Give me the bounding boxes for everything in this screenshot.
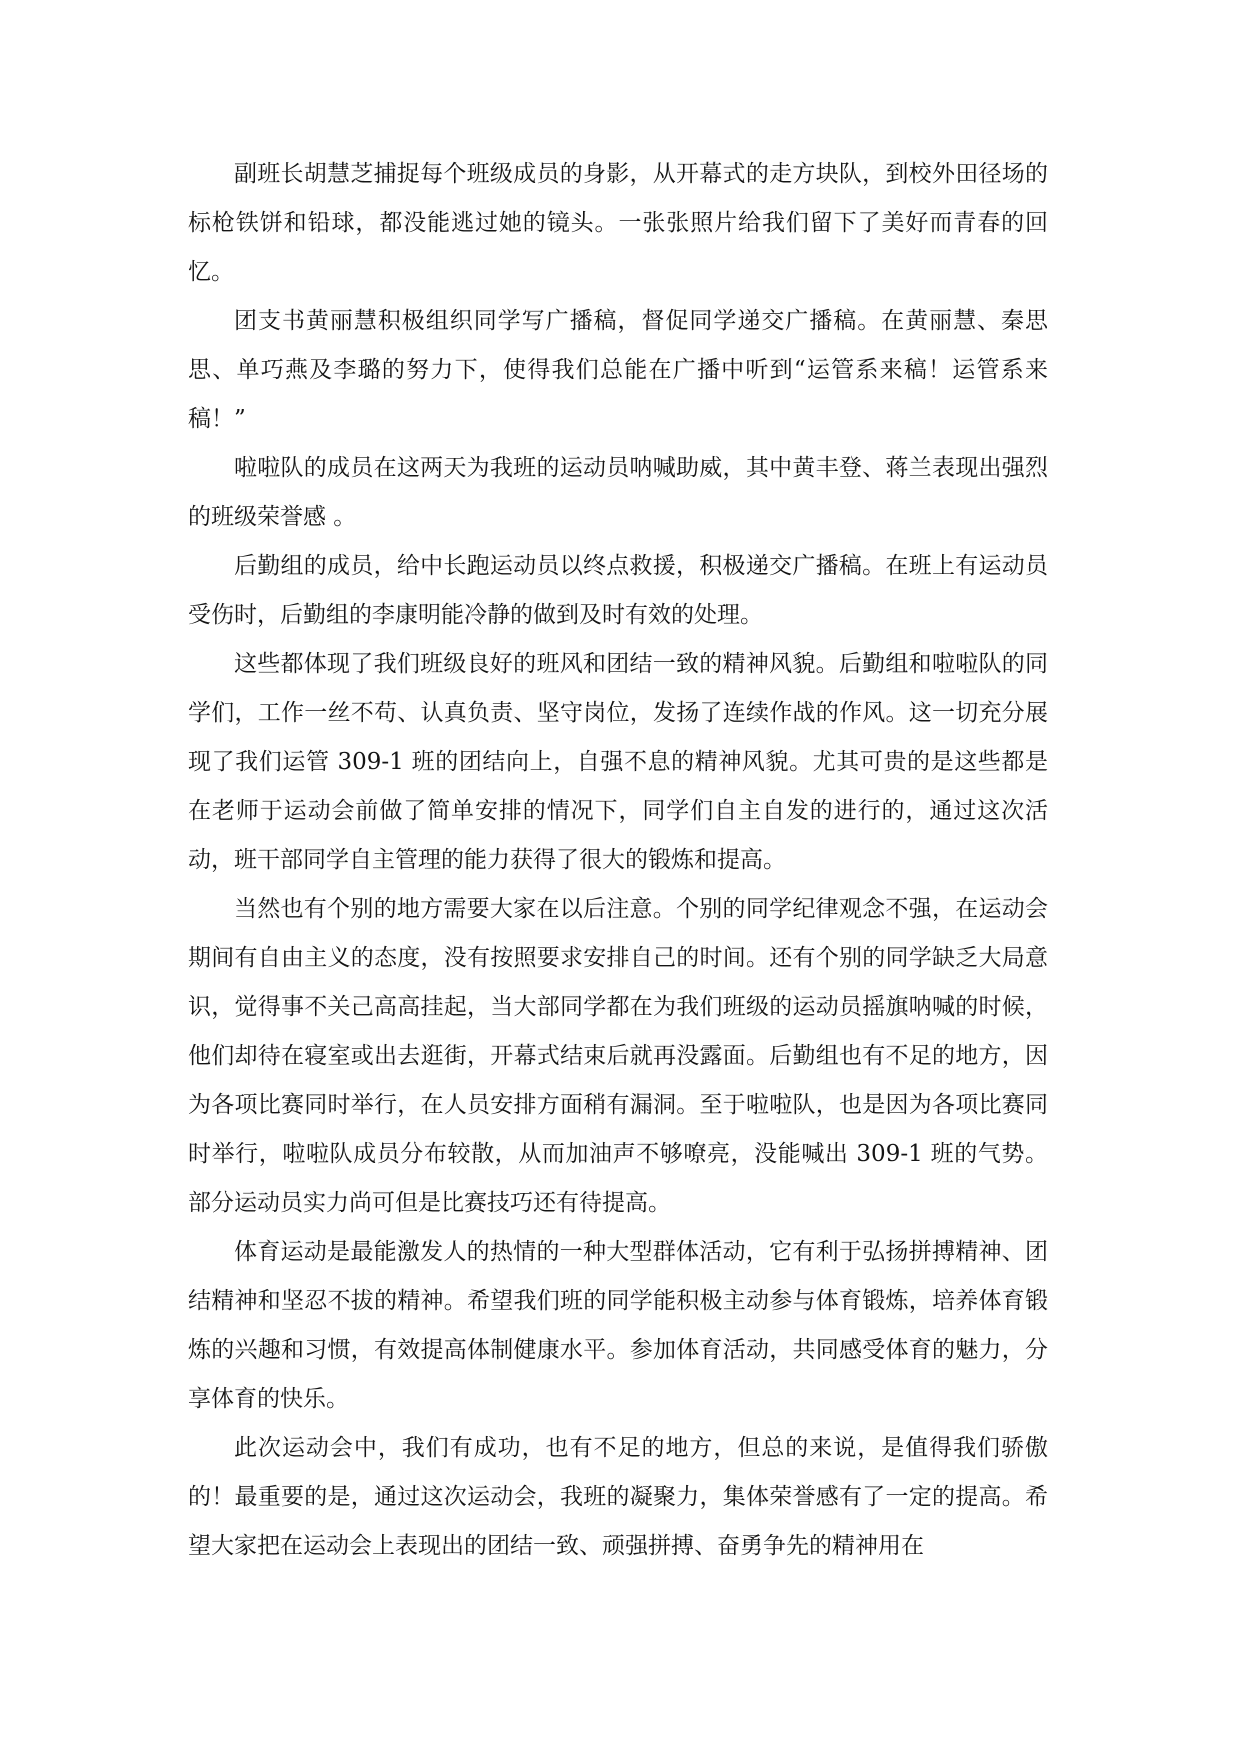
paragraph-sports-value: 体育运动是最能激发人的热情的一种大型群体活动，它有利于弘扬拼搏精神、团结精神和坚忍不拔的精神。希望我们班的同学能积极主动参与体育锻炼，培养体育锻炼的兴趣和习惯，有效提高体制健康水平。参加体育活动，共同感受体育的魅力，分享体育的快乐。 [188, 1239, 1048, 1412]
paragraph-conclusion: 此次运动会中，我们有成功，也有不足的地方，但总的来说，是值得我们骄傲的！最重要的是，通过这次运动会，我班的凝聚力，集体荣誉感有了一定的提高。希望大家把在运动会上表现出的团结一致、顽强拼搏、奋勇争先的精神用在 [188, 1435, 1048, 1559]
paragraph-photographer: 副班长胡慧芝捕捉每个班级成员的身影，从开幕式的走方块队，到校外田径场的标枪铁饼和铅球，都没能逃过她的镜头。一张张照片给我们留下了美好而青春的回忆。 [188, 161, 1048, 285]
paragraph-cheerleaders: 啦啦队的成员在这两天为我班的运动员呐喊助威，其中黄丰登、蒋兰表现出强烈的班级荣誉感 。 [188, 455, 1048, 530]
paragraph-broadcast: 团支书黄丽慧积极组织同学写广播稿，督促同学递交广播稿。在黄丽慧、秦思思、单巧燕及李璐的努力下，使得我们总能在广播中听到“运管系来稿！运管系来稿！” [188, 308, 1048, 432]
paragraph-class-spirit: 这些都体现了我们班级良好的班风和团结一致的精神风貌。后勤组和啦啦队的同学们，工作一丝不苟、认真负责、坚守岗位，发扬了连续作战的作风。这一切充分展现了我们运管 309-1 班的团结向上，自强不息的精神风貌。尤其可贵的是这些都是在老师于运动会前做了简单安排的情况下，同学们自主自发的进行的，通过这次活动，班干部同学自主管理的能力获得了很大的锻炼和提高。 [188, 651, 1048, 873]
paragraph-logistics: 后勤组的成员，给中长跑运动员以终点救援，积极递交广播稿。在班上有运动员受伤时，后勤组的李康明能冷静的做到及时有效的处理。 [188, 553, 1048, 628]
document-body [188, 150, 1048, 1571]
paragraph-shortcomings: 当然也有个别的地方需要大家在以后注意。个别的同学纪律观念不强，在运动会期间有自由主义的态度，没有按照要求安排自己的时间。还有个别的同学缺乏大局意识，觉得事不关己高高挂起，当大部同学都在为我们班级的运动员摇旗呐喊的时候，他们却待在寝室或出去逛街，开幕式结束后就再没露面。后勤组也有不足的地方，因为各项比赛同时举行，在人员安排方面稍有漏洞。至于啦啦队，也是因为各项比赛同时举行，啦啦队成员分布较散，从而加油声不够嘹亮，没能喊出 309-1 班的气势。 部分运动员实力尚可但是比赛技巧还有待提高。 [188, 896, 1048, 1216]
